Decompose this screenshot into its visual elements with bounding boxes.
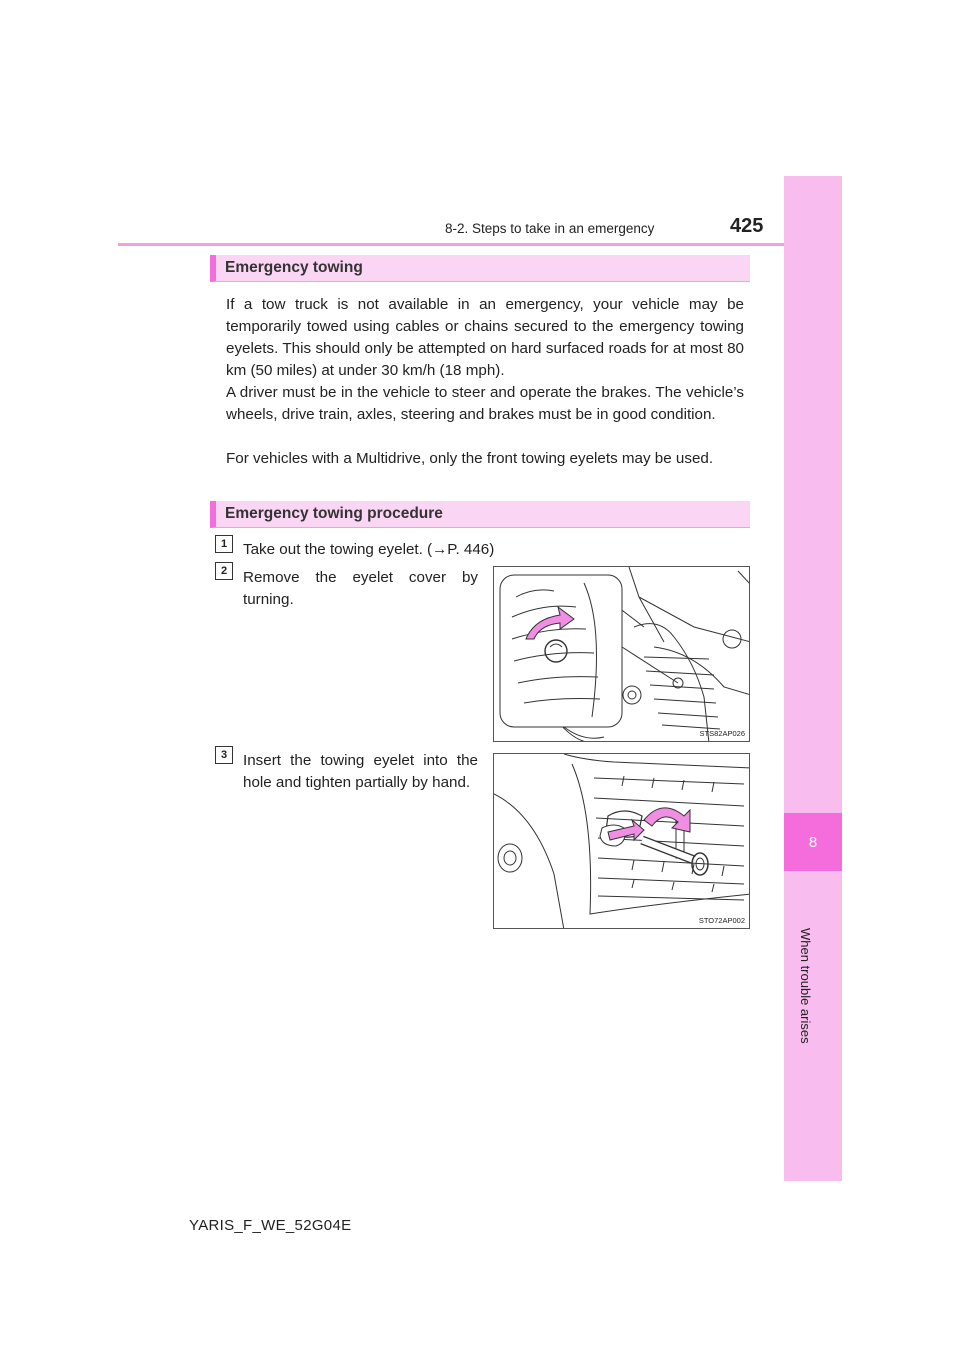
- towing-eyelet-illustration: [494, 754, 750, 929]
- figure-insert-towing-eyelet: [493, 753, 750, 929]
- header-rule: [118, 243, 840, 246]
- chapter-side-tab: [784, 176, 842, 1181]
- bumper-illustration: [494, 567, 750, 742]
- chapter-number: 8: [808, 833, 818, 851]
- section-heading-text: Emergency towing: [225, 259, 363, 276]
- figure-code: STO72AP002: [698, 916, 745, 925]
- paragraph: A driver must be in the vehicle to steer and operate the brakes. The vehicle’s wheels, drive train, axles, steering and brakes must be in good condition.: [226, 384, 744, 423]
- footer-document-code: YARIS_F_WE_52G04E: [189, 1217, 352, 1234]
- paragraph: If a tow truck is not available in an emergency, your vehicle may be temporarily towed using cables or chains secured to the emergency towing eyelets. This should only be attempted on hard surfaced roads for at most 80 km (50 miles) at under 30 km/h (18 mph).: [226, 296, 744, 379]
- chapter-number-box: [784, 813, 842, 871]
- page-number: 425: [730, 215, 764, 237]
- section-heading-text: Emergency towing procedure: [225, 505, 443, 522]
- step-text: Insert the towing eyelet into the hole and tighten partially by hand.: [243, 752, 478, 791]
- section-heading-emergency-towing: [210, 255, 750, 282]
- step-number-box: 3: [215, 746, 233, 764]
- figure-remove-eyelet-cover: [493, 566, 750, 742]
- paragraph-multidrive: For vehicles with a Multidrive, only the front towing eyelets may be used.: [226, 450, 714, 467]
- step-text: Take out the towing eyelet. (→P. 446): [243, 541, 495, 558]
- figure-code: STS82AP026: [699, 729, 745, 738]
- section-heading-towing-procedure: [210, 501, 750, 528]
- paragraph-block: [226, 294, 744, 426]
- step-number-box: 2: [215, 562, 233, 580]
- step-number-box: 1: [215, 535, 233, 553]
- tighten-arrow-icon: [644, 808, 690, 832]
- step-text: Remove the eyelet cover by turning.: [243, 569, 478, 608]
- header-section-title: 8-2. Steps to take in an emergency: [445, 221, 655, 236]
- chapter-title: When trouble arises: [798, 928, 813, 1044]
